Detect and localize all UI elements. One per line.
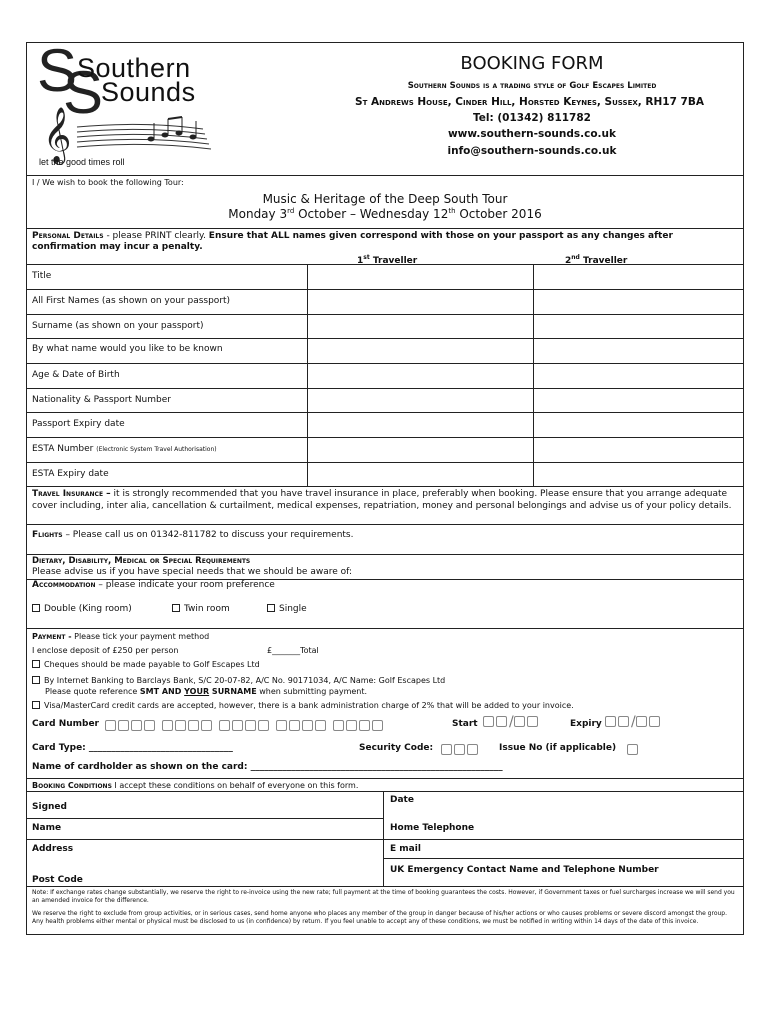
personal-heading: Personal Details bbox=[32, 231, 104, 241]
flights bbox=[32, 530, 353, 540]
row-divider bbox=[27, 462, 743, 463]
logo-tagline: let the good times roll bbox=[39, 157, 125, 167]
divider bbox=[27, 524, 743, 525]
date-slash: / bbox=[631, 714, 636, 730]
issue-no-label: Issue No (if applicable) bbox=[499, 743, 617, 753]
svg-text:𝄞: 𝄞 bbox=[43, 107, 72, 163]
digit-box[interactable] bbox=[144, 720, 155, 731]
digit-box[interactable] bbox=[333, 720, 344, 731]
divider bbox=[27, 554, 743, 555]
digit-box[interactable] bbox=[483, 716, 494, 727]
row-divider bbox=[27, 437, 743, 438]
row-divider bbox=[27, 363, 743, 364]
row-esta-number bbox=[32, 444, 217, 454]
personal-dash: - please PRINT clearly. bbox=[103, 231, 209, 241]
col2-rest: Traveller bbox=[579, 256, 628, 266]
row-divider bbox=[27, 839, 743, 840]
website-line: www.southern-sounds.co.uk bbox=[447, 128, 617, 140]
deposit-total: £_______Total bbox=[267, 646, 319, 655]
svg-text:S: S bbox=[63, 59, 104, 126]
digit-box[interactable] bbox=[188, 720, 199, 731]
booking-conditions bbox=[32, 781, 358, 790]
payment-option-cheque[interactable] bbox=[32, 660, 260, 669]
divider bbox=[27, 628, 743, 629]
digit-box[interactable] bbox=[118, 720, 129, 731]
digit-box[interactable] bbox=[627, 744, 638, 755]
tour-dates bbox=[27, 207, 743, 221]
card-note: Visa/MasterCard credit cards are accepted, however, there is a bank administration charge of 2% that will be added to your invoice. bbox=[44, 701, 574, 710]
logo-line2: Sounds bbox=[101, 77, 196, 107]
room-option-double[interactable] bbox=[32, 604, 132, 614]
row-nationality-passport: Nationality & Passport Number bbox=[32, 395, 171, 405]
col1-num: 1 bbox=[357, 256, 364, 266]
col1-rest: Traveller bbox=[369, 256, 418, 266]
expiry-label: Expiry bbox=[570, 719, 602, 729]
row-divider bbox=[27, 314, 743, 315]
digit-box[interactable] bbox=[618, 716, 629, 727]
issue-no-box[interactable] bbox=[627, 739, 640, 758]
logo-line1: Southern bbox=[77, 53, 191, 83]
row-title: Title bbox=[32, 271, 52, 281]
start-label: Start bbox=[452, 719, 478, 729]
name-label: Name bbox=[32, 823, 62, 833]
room-option-label: Single bbox=[279, 604, 307, 614]
expiry-date-boxes[interactable] bbox=[605, 714, 662, 730]
row-passport-expiry: Passport Expiry date bbox=[32, 419, 125, 429]
digit-box[interactable] bbox=[245, 720, 256, 731]
row-divider bbox=[27, 289, 743, 290]
booking-form bbox=[26, 42, 744, 935]
cheque-label: Cheques should be made payable to Golf Escapes Ltd bbox=[44, 660, 260, 669]
address-label: Address bbox=[32, 844, 74, 854]
row-known-as: By what name would you like to be known bbox=[32, 344, 223, 354]
form-title: BOOKING FORM bbox=[460, 53, 604, 74]
company-line: Southern Sounds is a trading style of Golf Escapes Limited bbox=[407, 81, 657, 91]
security-code-label: Security Code: bbox=[359, 743, 434, 753]
address-line: St Andrews House, Cinder Hill, Horsted Keynes, Sussex, RH17 7BA bbox=[355, 96, 704, 108]
digit-box[interactable] bbox=[467, 744, 478, 755]
digit-box[interactable] bbox=[359, 720, 370, 731]
personal-details-intro bbox=[32, 231, 737, 253]
payment-heading-line bbox=[32, 632, 209, 641]
checkbox[interactable] bbox=[32, 604, 40, 612]
esta-label: ESTA Number bbox=[32, 444, 94, 454]
payment-heading: Payment - bbox=[32, 632, 72, 641]
ref-bold1: SMT AND bbox=[139, 687, 185, 696]
digit-box[interactable] bbox=[605, 716, 616, 727]
row-first-names: All First Names (as shown on your passport) bbox=[32, 296, 231, 306]
digit-box[interactable] bbox=[527, 716, 538, 727]
row-divider bbox=[27, 412, 743, 413]
security-code-boxes[interactable] bbox=[441, 739, 480, 758]
row-divider bbox=[27, 818, 383, 819]
digit-box[interactable] bbox=[441, 744, 452, 755]
divider bbox=[27, 886, 743, 887]
digit-box[interactable] bbox=[162, 720, 173, 731]
dietary-heading: Dietary, Disability, Medical or Special Requirements bbox=[32, 556, 251, 566]
digit-box[interactable] bbox=[258, 720, 269, 731]
digit-box[interactable] bbox=[219, 720, 230, 731]
tour-date-end: October 2016 bbox=[455, 207, 542, 221]
conditions-text: I accept these conditions on behalf of everyone on this form. bbox=[111, 781, 359, 790]
svg-text:S: S bbox=[37, 47, 78, 104]
checkbox[interactable] bbox=[267, 604, 275, 612]
tour-date-sup2: th bbox=[448, 207, 456, 215]
digit-box[interactable] bbox=[496, 716, 507, 727]
checkbox[interactable] bbox=[32, 660, 40, 668]
home-telephone-label: Home Telephone bbox=[390, 823, 475, 833]
digit-box[interactable] bbox=[636, 716, 647, 727]
col1-sup: st bbox=[363, 254, 370, 261]
digit-box[interactable] bbox=[454, 744, 465, 755]
emergency-contact-label: UK Emergency Contact Name and Telephone Number bbox=[390, 865, 659, 875]
conditions-heading: Booking Conditions bbox=[32, 781, 112, 790]
esta-note: (Electronic System Travel Authorisation) bbox=[96, 446, 217, 453]
accommodation bbox=[32, 580, 275, 590]
date-slash: / bbox=[509, 714, 514, 730]
traveller1-title-field[interactable] bbox=[308, 265, 532, 289]
flights-text: – Please call us on 01342-811782 to discuss your requirements. bbox=[62, 530, 354, 540]
checkbox[interactable] bbox=[32, 701, 40, 709]
tour-name: Music & Heritage of the Deep South Tour bbox=[262, 192, 508, 206]
digit-box[interactable] bbox=[372, 720, 383, 731]
col2-num: 2 bbox=[565, 256, 572, 266]
divider bbox=[27, 778, 743, 779]
tour-date-mid: October – Wednesday 12 bbox=[294, 207, 449, 221]
email-label: E mail bbox=[390, 844, 421, 854]
card-number-label: Card Number bbox=[32, 719, 99, 729]
digit-box[interactable] bbox=[302, 720, 313, 731]
checkbox[interactable] bbox=[172, 604, 180, 612]
room-option-label: Twin room bbox=[184, 604, 230, 614]
digit-box[interactable] bbox=[276, 720, 287, 731]
traveller2-title-field[interactable] bbox=[534, 265, 743, 289]
column-divider bbox=[307, 264, 308, 486]
note-conditions: We reserve the right to exclude from group activities, or in serious cases, send home anyone who places any member of the group in danger because of his/her actions or who causes problems or severe discord amongst the group. Any health problems either mental or physical must be disclosed to us (in confidence) by return. If you feel unable to accept any of these conditions, we must be notified in writing within 14 days of the date of this invoice. bbox=[32, 910, 728, 925]
checkbox[interactable] bbox=[32, 676, 40, 684]
flights-heading: Flights bbox=[32, 530, 63, 540]
digit-box[interactable] bbox=[346, 720, 357, 731]
digit-box[interactable] bbox=[514, 716, 525, 727]
divider bbox=[27, 228, 743, 229]
date-label: Date bbox=[390, 795, 414, 805]
digit-box[interactable] bbox=[649, 716, 660, 727]
payment-text: Please tick your payment method bbox=[71, 632, 210, 641]
email-line: info@southern-sounds.co.uk bbox=[447, 145, 617, 157]
note-exchange-rates: Note: If exchange rates change substantially, we reserve the right to re-invoice using the new rate; full payment at the time of booking guarantees the costs. However, if Government taxes or fuel surcharges increase we will send you an amended invoice for the difference. bbox=[32, 889, 735, 904]
digit-box[interactable] bbox=[315, 720, 326, 731]
digit-box[interactable] bbox=[105, 720, 116, 731]
card-type-field[interactable]: Card Type: ________________________________ bbox=[32, 743, 233, 753]
tour-intro: I / We wish to book the following Tour: bbox=[32, 178, 184, 187]
ref-bold2: SURNAME bbox=[209, 687, 257, 696]
cardholder-name-field[interactable]: Name of cardholder as shown on the card: ________________________________________________________ bbox=[32, 762, 503, 772]
signature-field[interactable] bbox=[27, 792, 382, 818]
accommodation-text: – please indicate your room preference bbox=[95, 580, 275, 590]
logo bbox=[33, 47, 233, 175]
divider bbox=[27, 175, 743, 176]
row-age-dob: Age & Date of Birth bbox=[32, 370, 120, 380]
bank-reference bbox=[45, 687, 367, 696]
room-option-twin[interactable] bbox=[172, 604, 230, 614]
tour-date-start: Monday 3 bbox=[228, 207, 288, 221]
dietary-text: Please advise us if you have special needs that we should be aware of: bbox=[32, 567, 353, 577]
digit-box[interactable] bbox=[289, 720, 300, 731]
telephone-line: Tel: (01342) 811782 bbox=[473, 112, 591, 124]
tour-date-sup1: rd bbox=[287, 207, 295, 215]
col2-sup: nd bbox=[571, 254, 580, 261]
digit-box[interactable] bbox=[232, 720, 243, 731]
digit-box[interactable] bbox=[201, 720, 212, 731]
digit-box[interactable] bbox=[131, 720, 142, 731]
start-date-boxes[interactable] bbox=[483, 714, 540, 730]
payment-option-card[interactable] bbox=[32, 701, 574, 710]
digit-box[interactable] bbox=[175, 720, 186, 731]
post-code-label: Post Code bbox=[32, 875, 83, 885]
row-esta-expiry: ESTA Expiry date bbox=[32, 469, 109, 479]
row-divider bbox=[27, 338, 743, 339]
bank-label: By Internet Banking to Barclays Bank, S/C 20-07-82, A/C No. 90171034, A/C Name: Golf Escapes Ltd bbox=[44, 676, 446, 685]
ref-underline: YOUR bbox=[184, 687, 210, 696]
row-divider bbox=[27, 388, 743, 389]
room-option-single[interactable] bbox=[267, 604, 307, 614]
row-surname: Surname (as shown on your passport) bbox=[32, 321, 204, 331]
column-divider bbox=[533, 264, 534, 486]
insurance-heading: Travel Insurance – bbox=[32, 489, 111, 499]
payment-option-bank[interactable] bbox=[32, 676, 445, 685]
insurance-text: it is strongly recommended that you have travel insurance in place, preferably when booking. Please ensure that you arrange adequate cover including, inter alia, cancellation & curtailment, medical expenses, repatriation, money and personal belongings and advise us of your policy details. bbox=[32, 489, 732, 511]
card-number-boxes[interactable] bbox=[105, 715, 385, 734]
ref-post: when submitting payment. bbox=[256, 687, 368, 696]
deposit-line: I enclose deposit of £250 per person bbox=[32, 646, 179, 655]
personal-notice: Ensure that ALL names given correspond with those on your passport as any changes after confirmation may incur a penalty. bbox=[32, 231, 673, 252]
row-divider bbox=[383, 858, 743, 859]
travel-insurance bbox=[32, 489, 738, 512]
divider bbox=[27, 486, 743, 487]
signed-label: Signed bbox=[32, 802, 67, 812]
accommodation-heading: Accommodation bbox=[32, 580, 96, 590]
ref-pre: Please quote reference bbox=[45, 687, 140, 696]
room-option-label: Double (King room) bbox=[44, 604, 132, 614]
